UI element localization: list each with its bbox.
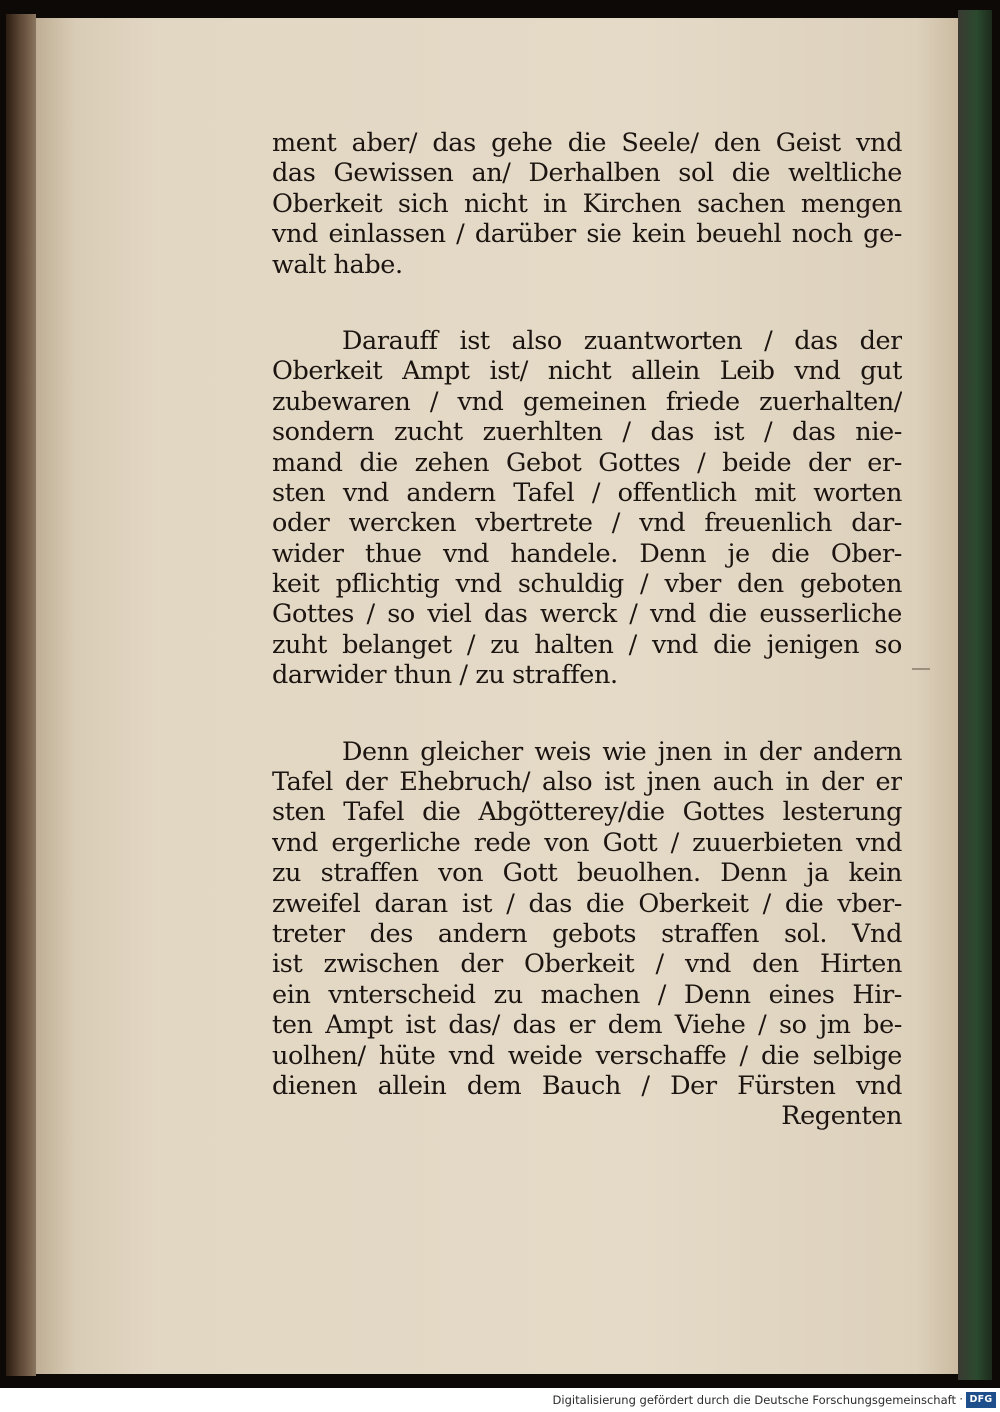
paragraph-gap (272, 280, 902, 326)
catchword: Regenten (781, 1101, 902, 1132)
text-line: zuht belanget / zu halten / vnd die jenigen so (272, 629, 902, 660)
margin-mark (912, 668, 930, 670)
paragraph-1 (272, 128, 902, 280)
text-line: ten Ampt ist das/ das er dem Viehe / so jm be- (272, 1010, 902, 1041)
text-line: dienen allein dem Bauch / Der Fürsten vnd (272, 1070, 902, 1101)
text-line: Gottes / so viel das werck / vnd die eusserliche (272, 599, 902, 630)
text-line: ment aber/ das gehe die Seele/ den Geist vnd (272, 128, 902, 158)
footer-credit: Digitalisierung gefördert durch die Deutsche Forschungsgemeinschaft (552, 1393, 956, 1407)
text-line: sten Tafel die Abgötterey/die Gottes lesterung (272, 797, 902, 828)
text-line: ein vnterscheid zu machen / Denn eines Hir- (272, 979, 902, 1010)
text-line: uolhen/ hüte vnd weide verschaffe / die selbige (272, 1040, 902, 1071)
text-line: ist zwischen der Oberkeit / vnd den Hirten (272, 949, 902, 980)
text-line: Denn gleicher weis wie jnen in der andern (342, 736, 902, 767)
paragraph-gap (272, 691, 902, 737)
paragraph-3 (272, 737, 902, 1102)
text-line: darwider thun / zu straffen. (272, 660, 618, 691)
text-line: mand die zehen Gebot Gottes / beide der er- (272, 447, 902, 478)
footer-separator: · (959, 1392, 963, 1406)
text-line: keit pflichtig vnd schuldig / vber den geboten (272, 569, 902, 600)
text-line: walt habe. (272, 249, 403, 280)
text-line: das Gewissen an/ Derhalben sol die weltliche (272, 158, 902, 189)
text-line: Oberkeit Ampt ist/ nicht allein Leib vnd gut (272, 356, 902, 387)
text-line: zu straffen von Gott beuolhen. Denn ja kein (272, 858, 902, 889)
text-line: Oberkeit sich nicht in Kirchen sachen mengen (272, 188, 902, 219)
text-line: sondern zucht zuerhlten / das ist / das nie- (272, 417, 902, 448)
text-line: vnd ergerliche rede von Gott / zuuerbieten vnd (272, 827, 902, 858)
dfg-logo: DFG (966, 1392, 996, 1408)
page-text (272, 128, 902, 1132)
text-line: zweifel daran ist / das die Oberkeit / die vber- (272, 888, 902, 919)
text-line: vnd einlassen / darüber sie kein beuehl noch ge- (272, 219, 902, 250)
text-line: zubewaren / vnd gemeinen friede zuerhalten/ (272, 386, 902, 417)
footer-bar (0, 1388, 1000, 1412)
text-line: wider thue vnd handele. Denn je die Ober- (272, 538, 902, 569)
text-line: treter des andern gebots straffen sol. Vnd (272, 918, 902, 949)
book-cover-edge (958, 10, 992, 1380)
paragraph-2 (272, 326, 902, 691)
text-line: sten vnd andern Tafel / offentlich mit worten (272, 477, 902, 508)
text-line: Darauff ist also zuantworten / das der (342, 325, 902, 356)
text-line: oder wercken vbertrete / vnd freuenlich dar- (272, 508, 902, 539)
text-line: Tafel der Ehebruch/ also ist jnen auch in der er (272, 767, 902, 798)
book-gutter-edge (6, 14, 36, 1376)
